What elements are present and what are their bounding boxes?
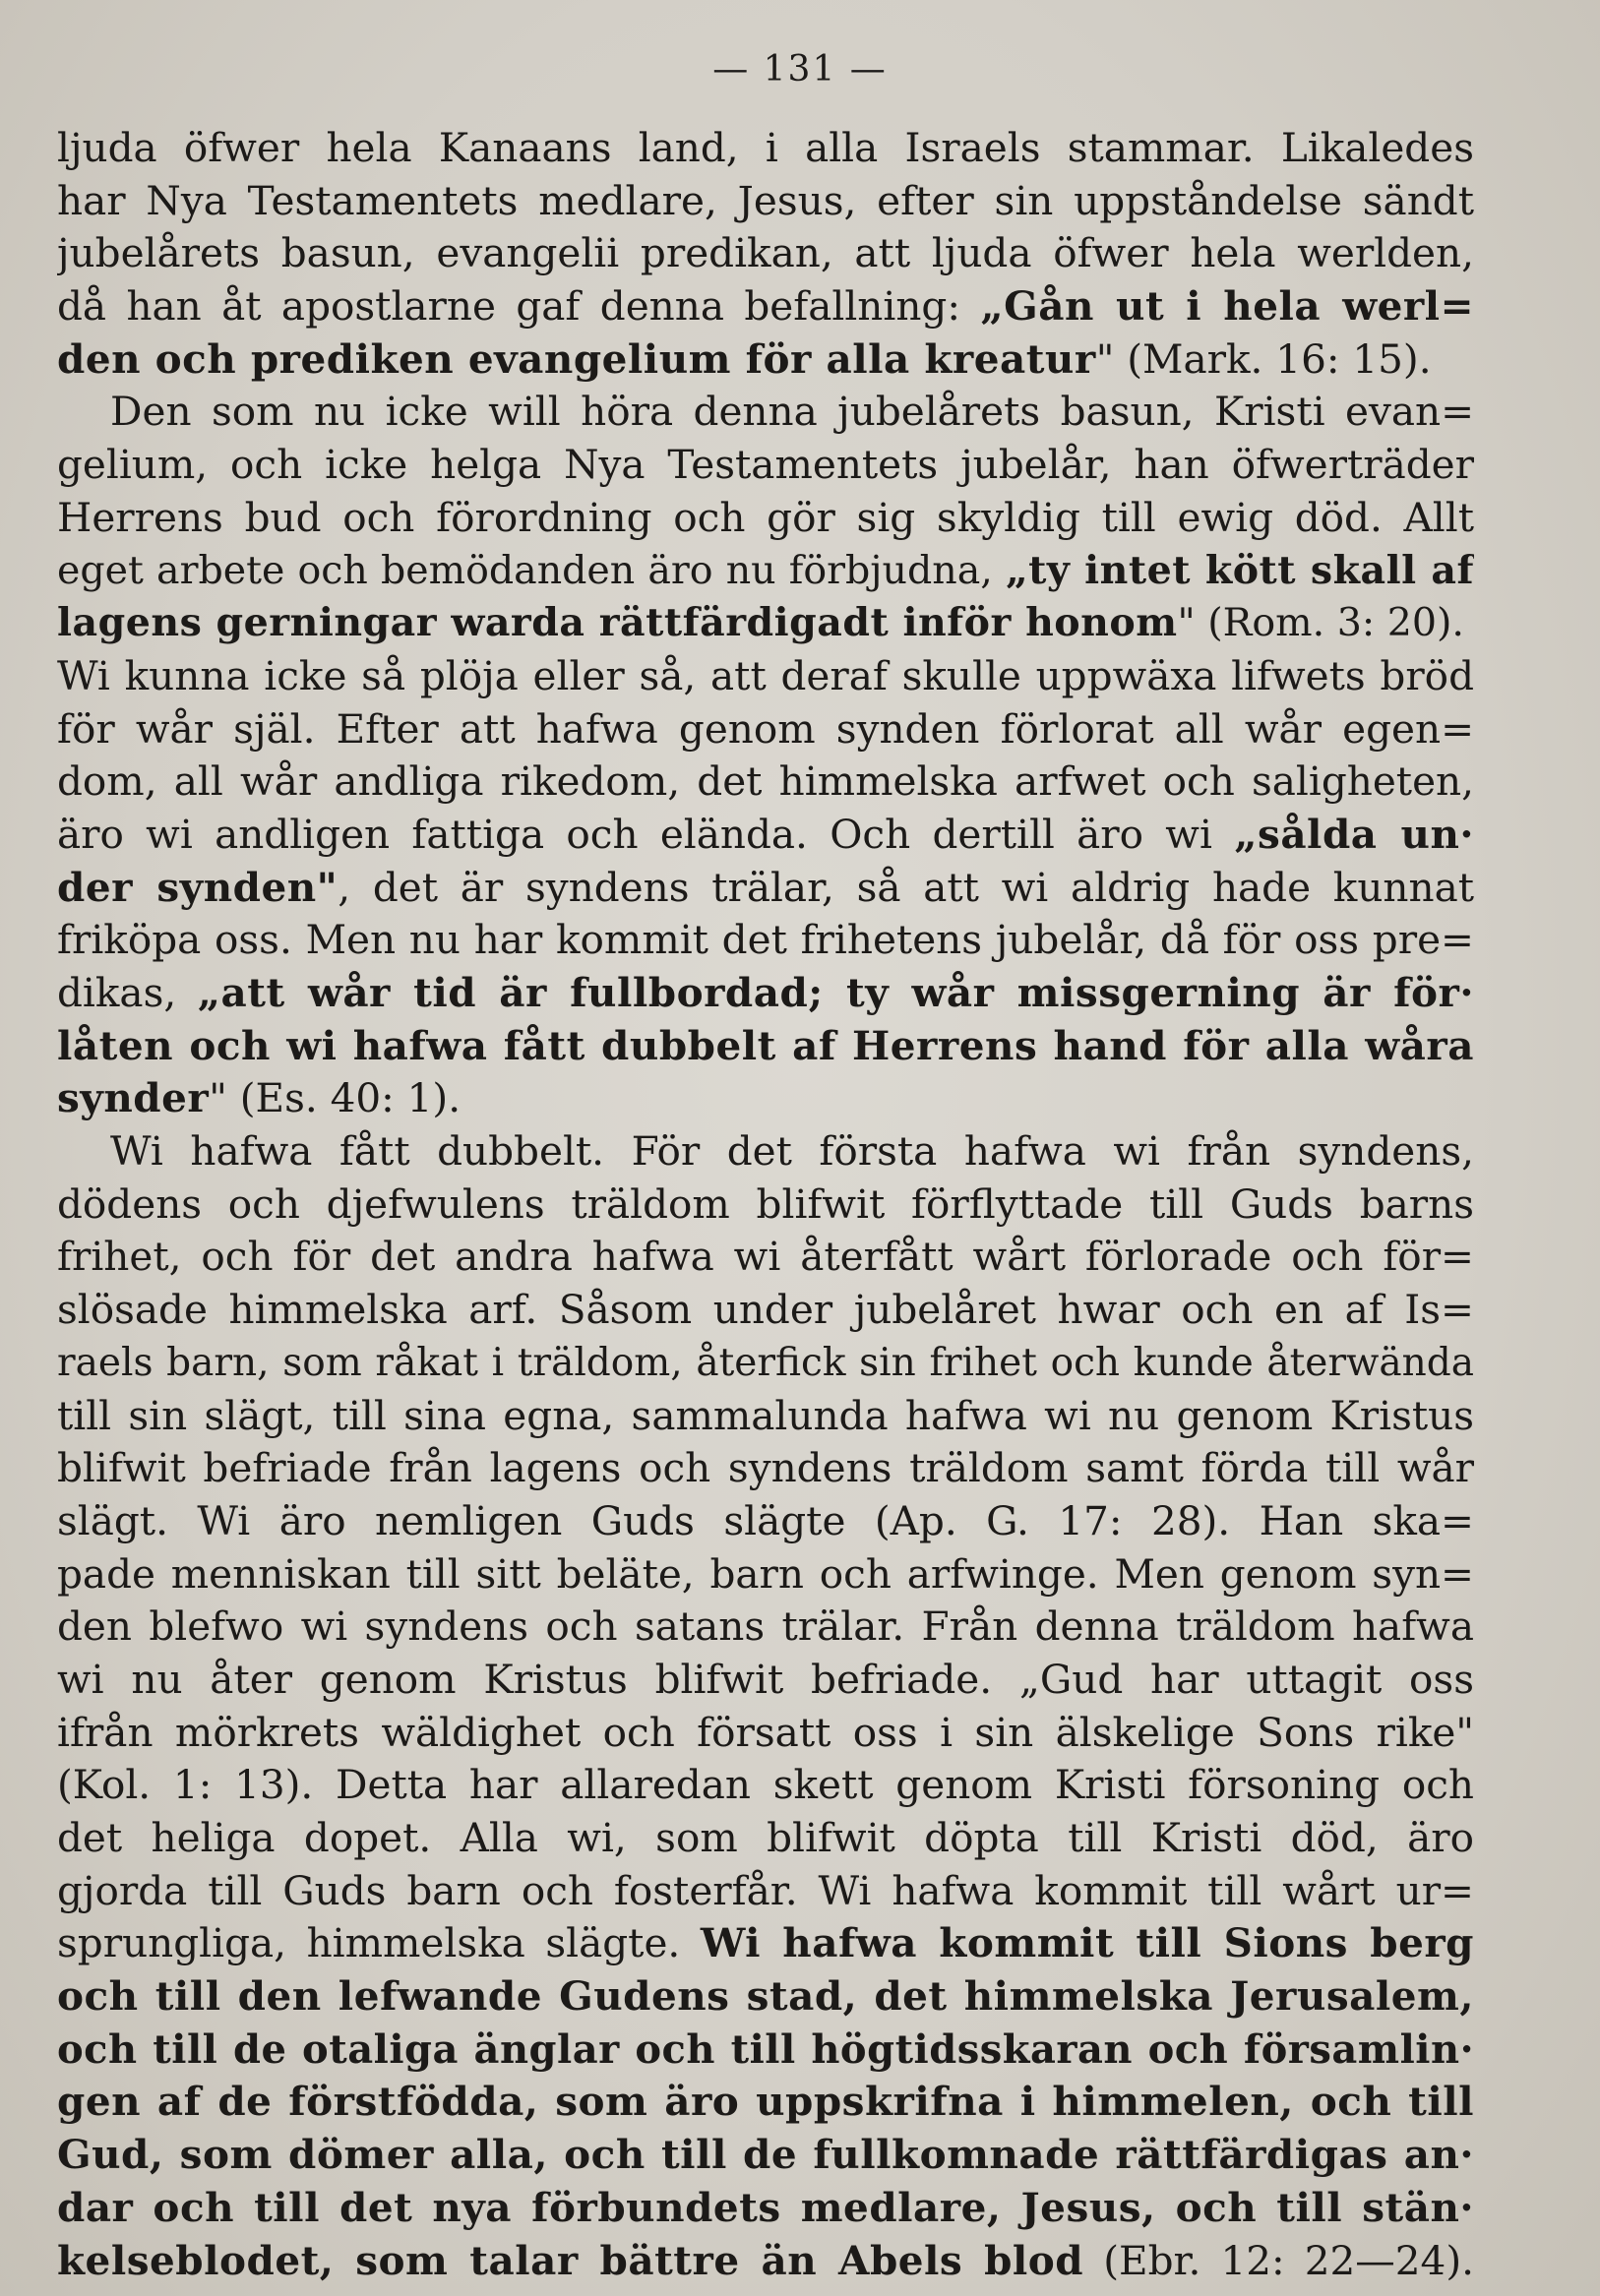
emphasized-text: Gud, som dömer alla, och till de fullkomnade rättfärdigas an· xyxy=(57,2131,1474,2179)
text-line xyxy=(57,809,1474,862)
text-line xyxy=(57,122,1474,175)
body-text-segment: ljuda öfwer hela Kanaans land, i alla Israels stammar. Likaledes xyxy=(57,124,1474,171)
text-line xyxy=(57,1759,1474,1812)
text-line xyxy=(57,1231,1474,1284)
body-text xyxy=(57,122,1474,2287)
emphasized-text: „att wår tid är fullbordad; ty wår missgerning är för· xyxy=(197,969,1474,1016)
text-line xyxy=(57,333,1474,387)
body-text-segment: det heliga dopet. Alla wi, som blifwit döpta till Kristi död, äro xyxy=(57,1814,1474,1861)
body-text-segment: " (Mark. 16: 15). xyxy=(1095,334,1432,383)
text-line xyxy=(57,1442,1474,1495)
body-text-segment: eget arbete och bemödanden äro nu förbjudna, xyxy=(57,547,1006,593)
body-text-segment: frihet, och för det andra hafwa wi återfått wårt förlorade och för= xyxy=(57,1233,1474,1281)
text-line xyxy=(57,1284,1474,1337)
body-text-segment: gelium, och icke helga Nya Testamentets jubelår, han öfwerträder xyxy=(57,441,1474,489)
emphasized-text: och till de otaliga änglar och till högtidsskaran och församlin· xyxy=(57,2025,1474,2073)
body-text-segment: Wi kunna icke så plöja eller så, att deraf skulle uppwäxa lifwets bröd xyxy=(57,651,1474,699)
body-text-segment: , det är syndens trälar, så att wi aldrig hade kunnat xyxy=(338,863,1474,911)
body-text-segment: raels barn, som råkat i träldom, återfick sin frihet och kunde återwända xyxy=(57,1340,1474,1385)
body-text-segment: äro wi andligen fattiga och eländа. Och dertill äro wi xyxy=(57,810,1235,858)
text-line xyxy=(57,650,1474,703)
body-text-segment: (Kol. 1: 13). Detta har allaredan skett genom Kristi försoning och xyxy=(57,1761,1474,1809)
text-line xyxy=(57,439,1474,492)
emphasized-text: kelseblodet, som talar bättre än Abels blod xyxy=(57,2236,1084,2284)
body-text-segment: dödens och djefwulens träldom blifwit förflyttade till Guds barns xyxy=(57,1179,1474,1228)
body-text-segment: pade menniskan till sitt beläte, barn och arfwinge. Men genom syn= xyxy=(57,1549,1474,1598)
emphasized-text: der synden" xyxy=(57,863,338,911)
emphasized-text: „Gån ut i hela werl= xyxy=(980,282,1474,331)
body-text-segment: ifrån mörkrets wäldighet och försatt oss i sin älskelige Sons rike" xyxy=(57,1708,1474,1756)
body-text-segment: sprungliga, himmelska slägte. xyxy=(57,1919,701,1967)
emphasized-text: synder xyxy=(57,1074,210,1122)
text-line xyxy=(57,545,1474,598)
page-number: — 131 — xyxy=(712,49,888,90)
text-line xyxy=(57,1812,1474,1865)
body-text-segment: friköpa oss. Men nu har kommit det frihetens jubelår, då för oss pre= xyxy=(57,916,1474,964)
text-line xyxy=(57,386,1474,439)
text-line xyxy=(57,755,1474,809)
text-line xyxy=(57,1548,1474,1601)
body-text-segment: Den som nu icke will höra denna jubelårets basun, Kristi evan= xyxy=(110,388,1474,436)
emphasized-text: låten och wi hafwa fått dubbelt af Herrens hand för alla wåra xyxy=(57,1021,1474,1069)
body-text-segment: gjorda till Guds barn och fosterfår. Wi hafwa kommit till wårt ur= xyxy=(57,1866,1474,1914)
body-text-segment: " (Rom. 3: 20). xyxy=(1177,600,1464,646)
body-text-segment: Wi hafwa fått dubbelt. För det första hafwa wi från syndens, xyxy=(110,1127,1474,1176)
text-line xyxy=(57,2024,1474,2077)
text-line xyxy=(57,1125,1474,1178)
text-line xyxy=(57,2182,1474,2235)
text-line xyxy=(57,1865,1474,1918)
text-line xyxy=(57,1707,1474,1760)
text-line xyxy=(57,227,1474,280)
text-line xyxy=(57,1601,1474,1654)
body-text-segment: Herrens bud och förordning och gör sig skyldig till ewig död. Allt xyxy=(57,493,1474,541)
text-line xyxy=(57,1970,1474,2024)
body-text-segment: då han åt apostlarne gaf denna befallning: xyxy=(57,282,981,331)
emphasized-text: lagens gerningar warda rättfärdigadt inför honom xyxy=(57,600,1178,646)
text-line xyxy=(57,1495,1474,1548)
emphasized-text: gen af de förstfödda, som äro uppskrifna i himmelen, och till xyxy=(57,2078,1474,2126)
body-text-segment: för wår själ. Efter att hafwa genom synden förlorat all wår egen= xyxy=(57,704,1474,753)
emphasized-text: „sålda un· xyxy=(1234,810,1474,858)
body-text-segment: wi nu åter genom Kristus blifwit befriade. „Gud har uttagit oss xyxy=(57,1655,1474,1703)
body-text-segment: blifwit befriade från lagens och syndens träldom samt förda till wår xyxy=(57,1444,1474,1492)
text-line xyxy=(57,1020,1474,1073)
text-line xyxy=(57,703,1474,756)
text-line xyxy=(57,967,1474,1020)
text-line xyxy=(57,597,1474,650)
text-line xyxy=(57,280,1474,333)
text-line xyxy=(57,1072,1474,1125)
text-line xyxy=(57,175,1474,228)
body-text-segment: har Nya Testamentets medlare, Jesus, efter sin uppståndelse sändt xyxy=(57,176,1474,224)
text-line xyxy=(57,1917,1474,1970)
text-line xyxy=(57,2076,1474,2129)
text-line xyxy=(57,2129,1474,2182)
text-line xyxy=(57,914,1474,967)
text-line xyxy=(57,862,1474,915)
body-text-segment: dikas, xyxy=(57,969,198,1016)
text-line xyxy=(57,1178,1474,1232)
body-text-segment: jubelårets basun, evangelii predikan, att ljuda öfwer hela werlden, xyxy=(57,229,1474,277)
body-text-segment: dom, all wår andliga rikedom, det himmelska arfwet och saligheten, xyxy=(57,757,1474,806)
body-text-segment: slägt. Wi äro nemligen Guds slägte (Ap. G. 17: 28). Han ska= xyxy=(57,1496,1474,1544)
emphasized-text: och till den lefwande Gudens stad, det himmelska Jerusalem, xyxy=(57,1972,1474,2021)
text-line xyxy=(57,492,1474,545)
body-text-segment: (Ebr. 12: 22—24). xyxy=(1083,2236,1474,2284)
body-text-segment: slösade himmelska arf. Såsom under jubelåret hwar och en af Is= xyxy=(57,1286,1474,1334)
body-text-segment: den blefwo wi syndens och satans trälar. Från denna träldom hafwa xyxy=(57,1602,1474,1651)
text-line xyxy=(57,2235,1474,2288)
text-line xyxy=(57,1654,1474,1707)
text-line xyxy=(57,1390,1474,1443)
emphasized-text: „ty intet kött skall af xyxy=(1005,547,1474,593)
emphasized-text: dar och till det nya förbundets medlare, Jesus, och till stän· xyxy=(57,2183,1474,2231)
text-line xyxy=(57,1337,1474,1390)
emphasized-text: den och prediken evangelium för alla kreatur xyxy=(57,334,1096,383)
emphasized-text: Wi hafwa kommit till Sions berg xyxy=(700,1919,1474,1967)
body-text-segment: " (Es. 40: 1). xyxy=(209,1074,462,1122)
body-text-segment: till sin slägt, till sina egna, sammalunda hafwa wi nu genom Kristus xyxy=(57,1391,1474,1439)
